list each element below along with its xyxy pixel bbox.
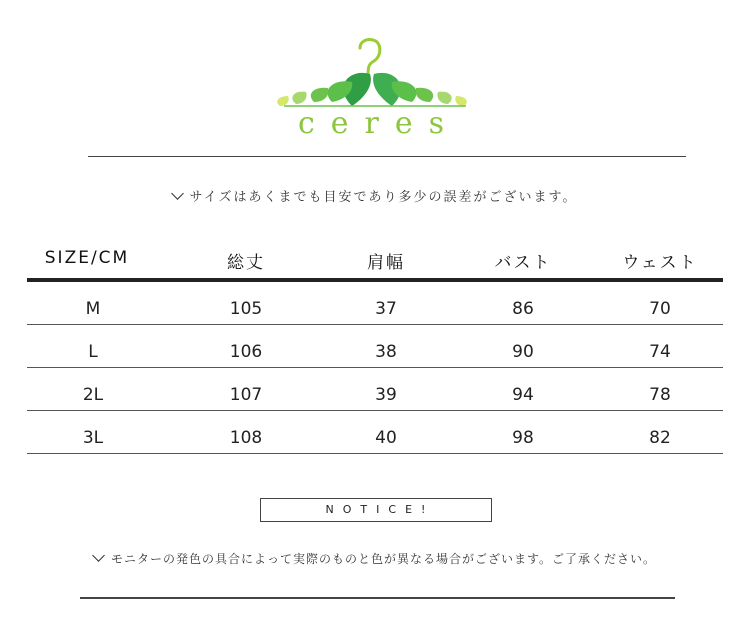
chevron-down-icon bbox=[171, 187, 184, 200]
cell-size: M bbox=[85, 299, 101, 319]
table-row bbox=[27, 411, 723, 454]
table-header bbox=[27, 240, 723, 278]
color-notice-text: モニターの発色の具合によって実際のものと色が異なる場合がございます。ご了承ください。 bbox=[110, 552, 657, 566]
size-tolerance-note bbox=[0, 186, 750, 205]
cell-waist: 74 bbox=[649, 342, 671, 362]
hanger-leaves-icon bbox=[270, 28, 480, 113]
cell-size: 2L bbox=[82, 385, 104, 405]
table-row bbox=[27, 368, 723, 411]
cell-waist: 78 bbox=[649, 385, 671, 405]
cell-length: 107 bbox=[229, 385, 263, 405]
cell-bust: 90 bbox=[512, 342, 534, 362]
cell-shoulder: 38 bbox=[375, 342, 397, 362]
cell-length: 108 bbox=[229, 428, 263, 448]
cell-size: L bbox=[88, 342, 98, 362]
header-bust: バスト bbox=[494, 253, 552, 273]
cell-shoulder: 37 bbox=[375, 299, 397, 319]
brand-name: ceres bbox=[297, 106, 461, 141]
cell-length: 106 bbox=[229, 342, 263, 362]
cell-length: 105 bbox=[229, 299, 263, 319]
cell-waist: 70 bbox=[649, 299, 671, 319]
size-table bbox=[27, 240, 723, 454]
color-notice-note bbox=[0, 550, 750, 567]
cell-bust: 98 bbox=[512, 428, 534, 448]
brand-logo bbox=[270, 28, 480, 143]
cell-size: 3L bbox=[82, 428, 104, 448]
header-shoulder: 肩幅 bbox=[367, 253, 405, 273]
cell-shoulder: 40 bbox=[375, 428, 397, 448]
top-divider bbox=[88, 156, 686, 157]
table-row bbox=[27, 282, 723, 325]
chevron-down-icon bbox=[92, 549, 105, 562]
header-size: SIZE/CM bbox=[44, 248, 130, 268]
cell-waist: 82 bbox=[649, 428, 671, 448]
bottom-divider bbox=[80, 597, 675, 599]
table-row bbox=[27, 325, 723, 368]
cell-bust: 94 bbox=[512, 385, 534, 405]
cell-bust: 86 bbox=[512, 299, 534, 319]
header-length: 総丈 bbox=[227, 253, 265, 273]
size-tolerance-text: サイズはあくまでも目安であり多少の誤差がございます。 bbox=[189, 190, 578, 205]
notice-box: NOTICE! bbox=[260, 498, 492, 522]
header-waist: ウェスト bbox=[622, 253, 698, 273]
cell-shoulder: 39 bbox=[375, 385, 397, 405]
